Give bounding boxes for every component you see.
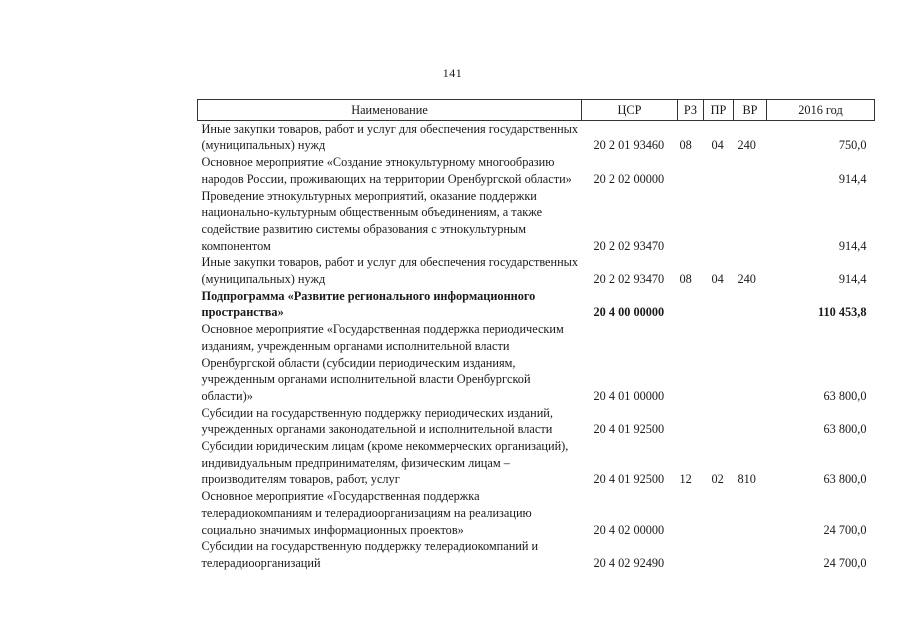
cell-rz xyxy=(678,188,704,255)
cell-pr xyxy=(704,488,734,538)
cell-vr: 240 xyxy=(737,272,756,287)
cell-csr: 20 2 02 00000 xyxy=(593,171,665,186)
page-number: 141 xyxy=(442,66,463,80)
cell-csr: 20 4 02 00000 xyxy=(593,522,665,537)
cell-sum: 24 700,0 xyxy=(823,555,867,570)
table-row xyxy=(198,120,875,154)
cell-sum: 750,0 xyxy=(838,138,867,153)
cell-rz: 08 xyxy=(679,272,692,287)
cell-pr xyxy=(704,321,734,405)
cell-pr xyxy=(704,154,734,187)
cell-name: Основное мероприятие «Государственная поддержка периодическим изданиям, учрежденным органами исполнительной власти Оренбургской области (субсидии периодическим изданиям, учрежденным органами исполнительной власти Оренбургской области)» xyxy=(201,322,564,403)
cell-vr xyxy=(734,538,767,571)
cell-pr xyxy=(704,188,734,255)
table-row xyxy=(198,154,875,187)
cell-pr: 02 xyxy=(711,472,724,487)
cell-csr: 20 4 02 92490 xyxy=(593,555,665,570)
cell-rz xyxy=(678,154,704,187)
table-header xyxy=(198,100,875,121)
cell-csr: 20 4 01 92500 xyxy=(593,472,665,487)
cell-rz xyxy=(678,538,704,571)
cell-vr xyxy=(734,288,767,321)
cell-name: Субсидии на государственную поддержку телерадиокомпаний и телерадиоорганизаций xyxy=(201,539,539,570)
cell-csr: 20 2 02 93470 xyxy=(593,272,665,287)
cell-name: Проведение этнокультурных мероприятий, оказание поддержки национально-культурным общественным объединениям, а также содействие развитию системы образования с этнокультурным компонентом xyxy=(201,188,543,253)
cell-name: Субсидии юридическим лицам (кроме некоммерческих организаций), индивидуальным предпринимателям, физическим лицам – производителям товаров, работ, услуг xyxy=(201,439,569,487)
cell-csr: 20 2 01 93460 xyxy=(593,138,665,153)
cell-vr: 810 xyxy=(737,472,756,487)
cell-pr xyxy=(704,538,734,571)
cell-name: Субсидии на государственную поддержку периодических изданий, учрежденных органами законодательной и исполнительной власти xyxy=(201,405,553,437)
column-header-pr: ПР xyxy=(704,100,734,121)
cell-pr xyxy=(704,288,734,321)
cell-rz: 08 xyxy=(679,138,692,153)
cell-pr: 04 xyxy=(711,138,724,153)
cell-rz xyxy=(678,488,704,538)
cell-csr: 20 4 01 92500 xyxy=(593,422,665,437)
column-header-rz: РЗ xyxy=(678,100,704,121)
cell-sum: 914,4 xyxy=(838,238,867,253)
column-header-vr: ВР xyxy=(734,100,767,121)
table-row xyxy=(198,405,875,438)
cell-pr: 04 xyxy=(711,272,724,287)
cell-csr: 20 4 01 00000 xyxy=(593,388,665,403)
cell-vr xyxy=(734,488,767,538)
cell-vr xyxy=(734,321,767,405)
cell-sum: 63 800,0 xyxy=(823,472,867,487)
column-header-name: Наименование xyxy=(198,100,582,121)
budget-table xyxy=(197,99,875,572)
cell-csr: 20 4 00 00000 xyxy=(593,305,665,320)
cell-sum: 914,4 xyxy=(838,171,867,186)
table-row xyxy=(198,288,875,321)
table-body xyxy=(198,120,875,571)
cell-vr xyxy=(734,154,767,187)
cell-vr xyxy=(734,188,767,255)
cell-rz xyxy=(678,321,704,405)
cell-rz xyxy=(678,405,704,438)
cell-name: Основное мероприятие «Государственная поддержка телерадиокомпаниям и телерадиоорганизациям на реализацию социально значимых информационных проектов» xyxy=(201,489,532,537)
cell-name: Подпрограмма «Развитие регионального информационного пространства» xyxy=(201,288,536,320)
cell-vr: 240 xyxy=(737,138,756,153)
cell-sum: 110 453,8 xyxy=(817,305,867,320)
table-row xyxy=(198,488,875,538)
cell-pr xyxy=(704,405,734,438)
cell-rz: 12 xyxy=(679,472,692,487)
cell-vr xyxy=(734,405,767,438)
column-header-year: 2016 год xyxy=(767,100,875,121)
table-row xyxy=(198,321,875,405)
cell-csr: 20 2 02 93470 xyxy=(593,238,665,253)
cell-name: Иные закупки товаров, работ и услуг для обеспечения государственных (муниципальных) нужд xyxy=(201,121,579,153)
cell-sum: 24 700,0 xyxy=(823,522,867,537)
cell-name: Основное мероприятие «Создание этнокультурному многообразию народов России, проживающих на территории Оренбургской области» xyxy=(201,155,572,186)
table-row xyxy=(198,254,875,287)
cell-rz xyxy=(678,288,704,321)
column-header-csr: ЦСР xyxy=(582,100,678,121)
table-row xyxy=(198,538,875,571)
table-row xyxy=(198,188,875,255)
cell-name: Иные закупки товаров, работ и услуг для обеспечения государственных (муниципальных) нужд xyxy=(201,255,579,287)
cell-sum: 914,4 xyxy=(838,272,867,287)
table-row xyxy=(198,438,875,488)
cell-sum: 63 800,0 xyxy=(823,422,867,437)
cell-sum: 63 800,0 xyxy=(823,388,867,403)
